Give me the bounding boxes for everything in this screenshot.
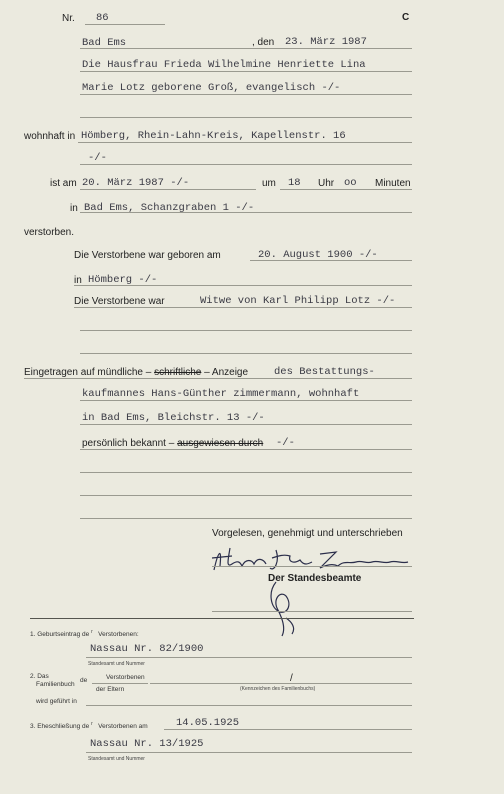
death-date-rule [80, 189, 256, 190]
closing-text: Vorgelesen, genehmigt und unterschrieben [212, 528, 403, 539]
birth-entry-value: Nassau Nr. 82/1900 [90, 643, 204, 655]
family-book-rule [150, 683, 412, 684]
marriage-date-rule [164, 729, 412, 730]
family-eltern: der Eltern [96, 686, 125, 693]
blank-rule4 [80, 495, 412, 496]
death-place: Bad Ems, Schanzgraben 1 -/- [84, 202, 255, 214]
death-hour: 18 [288, 177, 301, 189]
blank-rule2 [80, 353, 412, 354]
marriage-date: 14.05.1925 [176, 717, 240, 729]
standesamt-caption2: Standesamt und Nummer [88, 756, 145, 762]
nr-value: 86 [96, 12, 109, 24]
family-book-num: 2. Das [30, 673, 49, 680]
person-rule2 [80, 94, 412, 95]
blank-rule5 [80, 518, 412, 519]
death-place-rule [80, 212, 412, 213]
registration-label: Eingetragen auf mündliche – schriftliche – Anzeige [24, 367, 249, 378]
registration-rule1 [24, 378, 412, 379]
registration-rule2 [80, 400, 412, 401]
birth-place-rule [74, 285, 412, 286]
death-date: 20. März 1987 -/- [82, 177, 190, 189]
birth-place: Hömberg -/- [88, 274, 158, 286]
blank-rule1 [80, 330, 412, 331]
marriage-label: 3. Eheschließung de $^r$ Verstorbenen am [30, 721, 148, 731]
nr-line [85, 24, 165, 25]
birth-date-rule [250, 260, 412, 261]
identity-label: persönlich bekannt – ausgewiesen durch [82, 438, 264, 449]
status-label: Die Verstorbene war [74, 296, 165, 307]
registration-value3: in Bad Ems, Bleichstr. 13 -/- [82, 412, 265, 424]
birth-in-label: in [74, 275, 82, 286]
registration-rule3 [80, 424, 412, 425]
birth-date: 20. August 1900 -/- [258, 249, 378, 261]
person-rule1 [80, 71, 412, 72]
birth-entry-label: 1. Geburtseintrag de $^r$ Verstorbenen: [30, 629, 139, 639]
blank-rule3 [80, 472, 412, 473]
family-book-de: de [80, 677, 88, 684]
form-letter: C [402, 12, 410, 23]
death-in-label: in [70, 203, 78, 214]
residence-value2: -/- [88, 152, 107, 164]
ist-am-label: ist am [50, 178, 77, 189]
wird-gefuehrt-label: wird geführt in [36, 698, 77, 705]
place-line [80, 48, 412, 49]
identity-rule [80, 449, 412, 450]
residence-rule2 [80, 164, 412, 165]
birth-label: Die Verstorbene war geboren am [74, 250, 221, 261]
divider-rule [30, 618, 414, 619]
family-slash: / [290, 673, 293, 684]
family-book-label: Familienbuch [36, 681, 75, 688]
time-rule [280, 189, 412, 190]
date-value: 23. März 1987 [285, 36, 367, 48]
nr-label: Nr. [62, 13, 75, 24]
marriage-value-rule [86, 752, 412, 753]
signature-graphic [208, 542, 414, 576]
official-label: Der Standesbeamte [268, 573, 362, 584]
person-rule3 [80, 117, 412, 118]
standesamt-caption1: Standesamt und Nummer [88, 661, 145, 667]
registration-value1: des Bestattungs- [274, 366, 375, 378]
registration-value2: kaufmannes Hans-Günther zimmermann, wohnhaft [82, 388, 360, 400]
official-rule [212, 611, 412, 612]
place-value: Bad Ems [82, 37, 127, 49]
family-split-rule [92, 683, 148, 684]
verstorben-label: verstorben. [24, 227, 75, 238]
um-label: um [262, 178, 276, 189]
person-line1: Die Hausfrau Frieda Wilhelmine Henriette Lina [82, 59, 366, 71]
den-label: , den [252, 37, 275, 48]
birth-entry-rule [86, 657, 412, 658]
residence-value: Hömberg, Rhein-Lahn-Kreis, Kapellenstr. 16 [81, 130, 346, 142]
marriage-value: Nassau Nr. 13/1925 [90, 738, 204, 750]
residence-rule [78, 142, 412, 143]
wird-gefuehrt-rule [86, 705, 412, 706]
identity-value: -/- [276, 437, 295, 449]
status-rule [74, 307, 412, 308]
official-signature-graphic [262, 578, 302, 638]
minuten-label: Minuten [375, 178, 411, 189]
status-value: Witwe von Karl Philipp Lotz -/- [200, 295, 396, 307]
wohnhaft-label: wohnhaft in [24, 131, 76, 142]
kennzeichen-caption: (Kennzeichen des Familienbuchs) [240, 686, 316, 692]
family-verstorbenen: Verstorbenen [106, 674, 145, 681]
signature-rule [212, 566, 412, 567]
person-line2: Marie Lotz geborene Groß, evangelisch -/- [82, 82, 341, 94]
death-minutes: oo [344, 177, 357, 189]
uhr-label: Uhr [318, 178, 335, 189]
